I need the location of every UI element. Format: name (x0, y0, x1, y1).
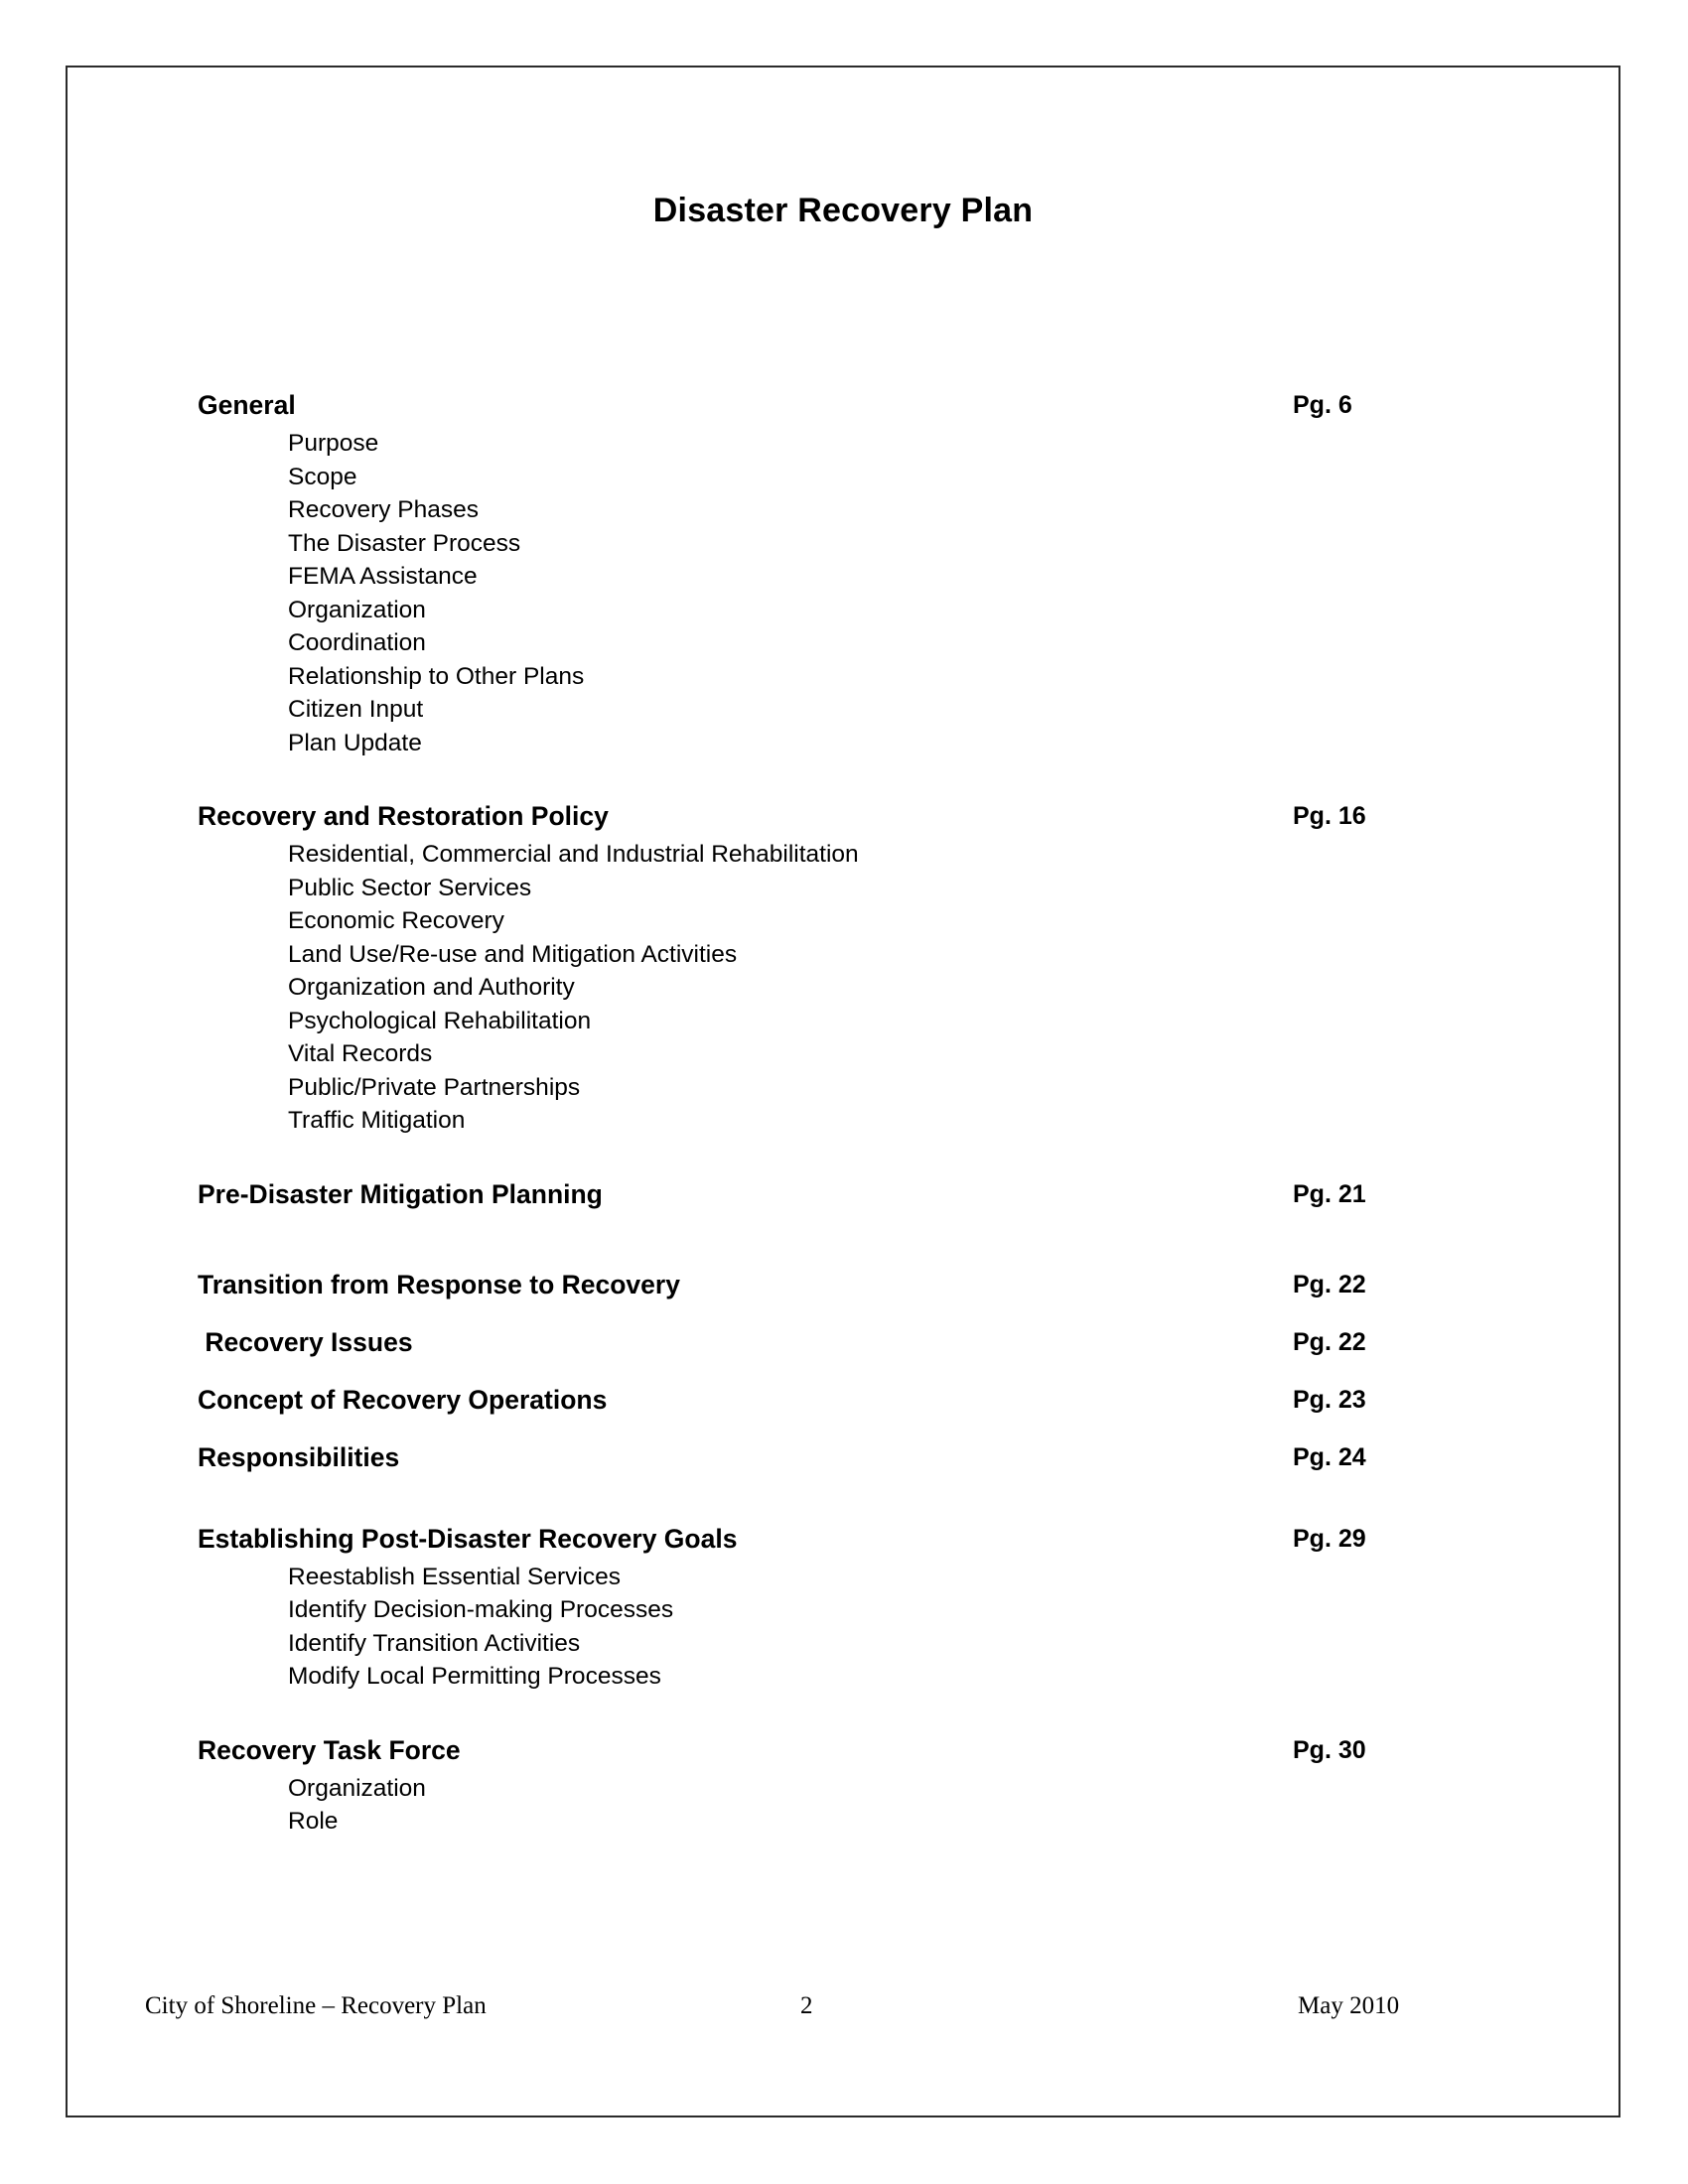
toc-subitem[interactable]: Public/Private Partnerships (288, 1073, 581, 1101)
toc-entry-head[interactable] (68, 1732, 1618, 1772)
toc-entry[interactable] (68, 1324, 1618, 1364)
toc-entry[interactable] (68, 1382, 1618, 1422)
toc-entry[interactable] (68, 798, 1618, 1138)
toc-subitem[interactable]: Scope (288, 463, 357, 490)
toc-entry-title: Transition from Response to Recovery (198, 1269, 680, 1299)
toc-entry-page: Pg. 23 (1293, 1385, 1366, 1414)
footer-date: May 2010 (1298, 1992, 1400, 2019)
toc-entry[interactable] (68, 387, 1618, 759)
toc-subitem[interactable]: Public Sector Services (288, 874, 532, 901)
toc-subitem[interactable]: Role (288, 1808, 339, 1835)
toc-entry[interactable] (68, 1521, 1618, 1694)
toc-subitem[interactable]: Residential, Commercial and Industrial Rehabilitation (288, 841, 859, 868)
toc-entry-page: Pg. 24 (1293, 1442, 1366, 1471)
toc-spacer (68, 1479, 1618, 1521)
toc-spacer (68, 1422, 1618, 1439)
toc-spacer (68, 1306, 1618, 1324)
toc-subitem-list (68, 427, 1618, 759)
toc-subitem[interactable]: Purpose (288, 430, 379, 457)
toc-entry-title: Recovery Task Force (198, 1734, 461, 1765)
toc-entry-page: Pg. 6 (1293, 391, 1352, 419)
footer-document-name: City of Shoreline – Recovery Plan (145, 1992, 487, 2019)
toc-subitem[interactable]: Vital Records (288, 1040, 433, 1067)
page-title: Disaster Recovery Plan (652, 192, 1034, 229)
toc-entry-page: Pg. 16 (1293, 802, 1366, 830)
toc-entry-head[interactable] (68, 1176, 1618, 1216)
toc-entry[interactable] (68, 1732, 1618, 1839)
toc-entry-head[interactable] (68, 1267, 1618, 1306)
page-frame (66, 66, 1620, 2117)
toc-entry-head[interactable] (68, 1521, 1618, 1561)
toc-subitem-list (68, 1561, 1618, 1694)
toc-subitem[interactable]: Citizen Input (288, 696, 424, 723)
toc-subitem[interactable]: Land Use/Re-use and Mitigation Activities (288, 940, 738, 968)
toc-subitem[interactable]: The Disaster Process (288, 529, 521, 557)
toc-entry-title: Recovery Issues (198, 1326, 413, 1357)
toc-entry[interactable] (68, 1267, 1618, 1306)
table-of-contents (68, 387, 1618, 1839)
toc-entry[interactable] (68, 1176, 1618, 1216)
toc-entry-title: Establishing Post-Disaster Recovery Goals (198, 1523, 738, 1554)
toc-entry-title: Recovery and Restoration Policy (198, 801, 609, 831)
toc-entry-page: Pg. 21 (1293, 1179, 1366, 1208)
toc-spacer (68, 1364, 1618, 1382)
toc-entry-head[interactable] (68, 387, 1618, 427)
toc-entry-head[interactable] (68, 798, 1618, 838)
toc-spacer (68, 759, 1618, 798)
toc-spacer (68, 1138, 1618, 1176)
toc-subitem[interactable]: Relationship to Other Plans (288, 662, 585, 690)
toc-subitem[interactable]: Recovery Phases (288, 496, 480, 523)
toc-entry-page: Pg. 22 (1293, 1327, 1366, 1356)
toc-subitem[interactable]: FEMA Assistance (288, 563, 478, 590)
toc-subitem[interactable]: Traffic Mitigation (288, 1107, 466, 1134)
toc-subitem[interactable]: Economic Recovery (288, 907, 504, 934)
toc-subitem[interactable]: Identify Decision-making Processes (288, 1596, 674, 1623)
toc-subitem[interactable]: Organization (288, 1774, 426, 1802)
toc-entry[interactable] (68, 1439, 1618, 1479)
toc-entry-title: Pre-Disaster Mitigation Planning (198, 1178, 603, 1209)
toc-subitem[interactable]: Organization and Authority (288, 974, 575, 1001)
toc-entry-title: General (198, 390, 296, 420)
page-footer (68, 1992, 1618, 2032)
toc-subitem-list (68, 838, 1618, 1138)
toc-spacer (68, 1694, 1618, 1732)
toc-subitem[interactable]: Psychological Rehabilitation (288, 1007, 592, 1034)
toc-subitem-list (68, 1772, 1618, 1839)
toc-entry-head[interactable] (68, 1324, 1618, 1364)
toc-subitem[interactable]: Organization (288, 596, 426, 623)
footer-page-number: 2 (800, 1992, 813, 2019)
toc-entry-page: Pg. 30 (1293, 1735, 1366, 1764)
toc-entry-title: Responsibilities (198, 1441, 400, 1472)
toc-subitem[interactable]: Modify Local Permitting Processes (288, 1663, 661, 1690)
toc-subitem[interactable]: Plan Update (288, 729, 422, 756)
toc-entry-title: Concept of Recovery Operations (198, 1384, 608, 1415)
toc-subitem[interactable]: Coordination (288, 629, 426, 656)
toc-entry-head[interactable] (68, 1439, 1618, 1479)
toc-subitem[interactable]: Identify Transition Activities (288, 1629, 581, 1657)
toc-spacer (68, 1216, 1618, 1267)
toc-entry-page: Pg. 22 (1293, 1270, 1366, 1298)
toc-entry-page: Pg. 29 (1293, 1524, 1366, 1553)
toc-entry-head[interactable] (68, 1382, 1618, 1422)
toc-subitem[interactable]: Reestablish Essential Services (288, 1563, 621, 1590)
